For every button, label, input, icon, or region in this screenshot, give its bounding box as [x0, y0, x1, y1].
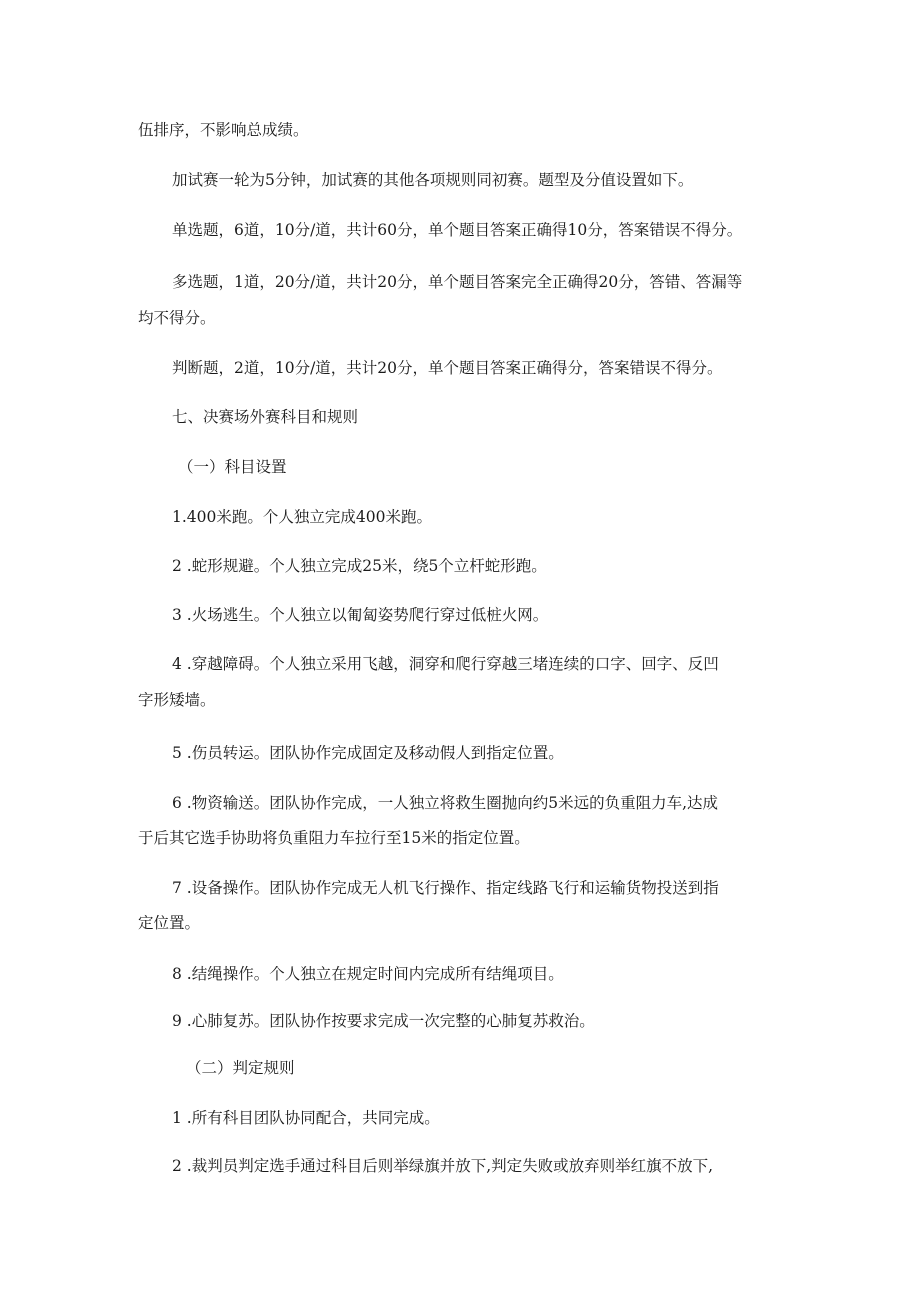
list-item-6-line2: 于后其它选手协助将负重阻力车拉行至15米的指定位置。	[138, 829, 530, 847]
list-item-4-line2: 字形矮墙。	[138, 691, 216, 709]
list-item-5: 5 .伤员转运。团队协作完成固定及移动假人到指定位置。	[172, 744, 564, 762]
subheading-subjects: （一）科目设置	[178, 458, 287, 476]
list-item-7-line2: 定位置。	[138, 914, 201, 932]
paragraph-multi-choice-line1: 多选题，1道，20分/道，共计20分，单个题目答案完全正确得20分，答错、答漏等	[172, 273, 743, 291]
list-item-7-line1: 7 .设备操作。团队协作完成无人机飞行操作、指定线路飞行和运输货物投送到指	[172, 879, 719, 897]
list-item-3: 3 .火场逃生。个人独立以匍匐姿势爬行穿过低桩火网。	[172, 606, 549, 624]
list-item-6-line1: 6 .物资输送。团队协作完成，一人独立将救生圈抛向约5米远的负重阻力车,达成	[172, 794, 719, 812]
list-item-1: 1.400米跑。个人独立完成400米跑。	[172, 508, 432, 526]
rule-item-1: 1 .所有科目团队协同配合，共同完成。	[172, 1109, 440, 1127]
paragraph-tiebreak-intro: 加试赛一轮为5分钟，加试赛的其他各项规则同初赛。题型及分值设置如下。	[172, 171, 694, 189]
paragraph-single-choice: 单选题，6道，10分/道，共计60分，单个题目答案正确得10分，答案错误不得分。	[172, 221, 743, 239]
section-heading-finals-outdoor: 七、决赛场外赛科目和规则	[172, 408, 359, 426]
list-item-8: 8 .结绳操作。个人独立在规定时间内完成所有结绳项目。	[172, 965, 564, 983]
paragraph-multi-choice-line2: 均不得分。	[138, 309, 216, 327]
list-item-9: 9 .心肺复苏。团队协作按要求完成一次完整的心肺复苏救治。	[172, 1012, 595, 1030]
rule-item-2: 2 .裁判员判定选手通过科目后则举绿旗并放下,判定失败或放弃则举红旗不放下,	[172, 1157, 714, 1175]
list-item-4-line1: 4 .穿越障碍。个人独立采用飞越，洞穿和爬行穿越三堵连续的口字、回字、反凹	[172, 655, 719, 673]
subheading-judging-rules: （二）判定规则	[186, 1059, 295, 1077]
paragraph-true-false: 判断题，2道，10分/道，共计20分，单个题目答案正确得分，答案错误不得分。	[172, 359, 723, 377]
list-item-2: 2 .蛇形规避。个人独立完成25米，绕5个立杆蛇形跑。	[172, 557, 547, 575]
paragraph-continuation: 伍排序，不影响总成绩。	[138, 121, 309, 139]
